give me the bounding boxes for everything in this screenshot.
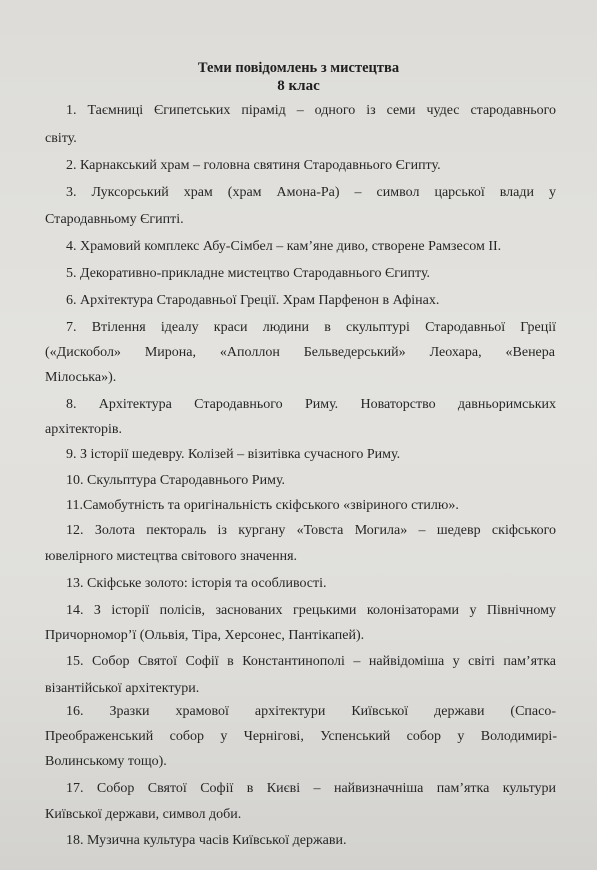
list-item-line: архітекторів. <box>45 422 122 437</box>
list-item-line: 10. Скульптура Стародавнього Риму. <box>66 473 286 488</box>
list-item-line: 7. Втілення ідеалу краси людини в скульптурі Стародавньої Греції <box>66 320 556 335</box>
list-item-line: 2. Карнакський храм – головна святиня Стародавнього Єгипту. <box>66 158 441 173</box>
list-item-line: («Дискобол» Мирона, «Аполлон Бельведерський» Леохара, «Венера <box>45 345 555 360</box>
list-item-line: 4. Храмовий комплекс Абу-Сімбел – кам’яне диво, створене Рамзесом ІІ. <box>66 239 502 254</box>
list-item-line: Преображенський собор у Чернігові, Успенський собор у Володимирі- <box>45 729 557 744</box>
list-item-line: 9. З історії шедевру. Колізей – візитівка сучасного Риму. <box>66 447 401 462</box>
list-item-line: Стародавньому Єгипті. <box>45 212 184 227</box>
list-item-line: Волинському тощо). <box>45 754 167 769</box>
document-subtitle: 8 клас <box>277 78 320 94</box>
list-item-line: 3. Луксорський храм (храм Амона-Ра) – символ царської влади у <box>66 185 556 200</box>
list-item-line: Причорномор’ї (Ольвія, Тіра, Херсонес, Пантікапей). <box>45 628 365 643</box>
list-item-line: 18. Музична культура часів Київської держави. <box>66 833 347 848</box>
list-item-line: 14. З історії полісів, заснованих грецькими колонізаторами у Північному <box>66 603 556 618</box>
list-item-line: візантійської архітектури. <box>45 681 200 696</box>
document-title: Теми повідомлень з мистецтва <box>197 60 400 76</box>
list-item-line: 8. Архітектура Стародавнього Риму. Новаторство давньоримських <box>66 397 556 412</box>
list-item-line: 16. Зразки храмової архітектури Київської держави (Спасо- <box>66 704 556 719</box>
list-item-line: 15. Собор Святої Софії в Константинополі – найвідоміша у світі пам’ятка <box>66 654 556 669</box>
list-item-line: 11.Самобутність та оригінальність скіфського «звіриного стилю». <box>66 498 459 513</box>
list-item-line: 17. Собор Святої Софії в Києві – найвизначніша пам’ятка культури <box>66 781 556 796</box>
list-item-line: 1. Таємниці Єгипетських пірамід – одного із семи чудес стародавнього <box>66 103 556 118</box>
list-item-line: Мілоська»). <box>45 370 117 385</box>
list-item-line: світу. <box>45 131 77 146</box>
list-item-line: 13. Скіфське золото: історія та особливості. <box>66 576 327 591</box>
list-item-line: Київської держави, символ доби. <box>45 807 242 822</box>
list-item-line: 6. Архітектура Стародавньої Греції. Храм Парфенон в Афінах. <box>66 293 440 308</box>
list-item-line: 12. Золота пектораль із кургану «Товста Могила» – шедевр скіфського <box>66 523 556 538</box>
list-item-line: 5. Декоративно-прикладне мистецтво Стародавнього Єгипту. <box>66 266 431 281</box>
list-item-line: ювелірного мистецтва світового значення. <box>45 549 298 564</box>
